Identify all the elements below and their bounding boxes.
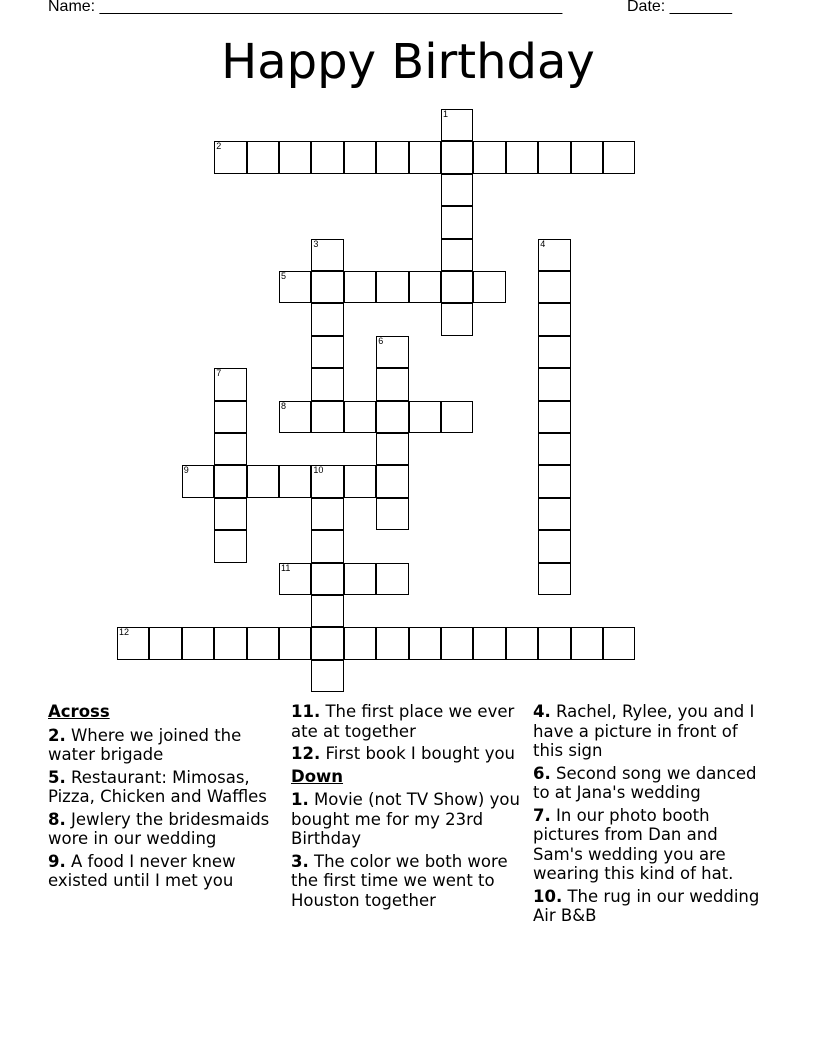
across-clue-list-continued [291, 702, 523, 764]
clues-column-1 [48, 702, 280, 894]
clue-text: The rug in our wedding Air B&B [533, 886, 760, 925]
crossword-cell[interactable] [344, 563, 376, 595]
crossword-cell[interactable] [441, 303, 473, 335]
date-field-label: Date: _______ [627, 0, 732, 15]
crossword-cell[interactable] [279, 401, 311, 433]
crossword-cell[interactable] [538, 401, 570, 433]
crossword-cell[interactable] [311, 271, 343, 303]
crossword-cell[interactable] [247, 141, 279, 173]
crossword-cell[interactable] [538, 303, 570, 335]
clue-text: Second song we danced to at Jana's wedding [533, 763, 757, 802]
crossword-cell[interactable] [538, 271, 570, 303]
crossword-cell[interactable] [473, 627, 505, 659]
crossword-cell[interactable] [376, 627, 408, 659]
clue-text: The color we both wore the first time we went to Houston together [291, 851, 508, 910]
clue-text: The first place we ever ate at together [291, 702, 515, 741]
clue-number: 1. [291, 790, 309, 809]
cell-number: 8 [281, 400, 287, 411]
crossword-cell[interactable] [603, 141, 635, 173]
crossword-cell[interactable] [214, 368, 246, 400]
cell-number: 10 [313, 465, 324, 476]
crossword-cell[interactable] [311, 627, 343, 659]
clue-item [291, 852, 523, 911]
crossword-cell[interactable] [311, 368, 343, 400]
clue-text: Restaurant: Mimosas, Pizza, Chicken and Waffles [48, 767, 267, 806]
crossword-cell[interactable] [214, 401, 246, 433]
crossword-cell[interactable] [506, 141, 538, 173]
crossword-cell[interactable] [344, 141, 376, 173]
crossword-cell[interactable] [538, 530, 570, 562]
crossword-cell[interactable] [311, 563, 343, 595]
cell-number: 4 [540, 238, 546, 249]
crossword-cell[interactable] [441, 401, 473, 433]
clue-number: 6. [533, 763, 551, 783]
crossword-cell[interactable] [247, 465, 279, 497]
crossword-cell[interactable] [571, 627, 603, 659]
crossword-cell[interactable] [376, 401, 408, 433]
clue-number: 8. [48, 809, 66, 829]
crossword-cell[interactable] [344, 271, 376, 303]
clue-number: 2. [48, 725, 66, 745]
crossword-cell[interactable] [409, 141, 441, 173]
crossword-cell[interactable] [376, 368, 408, 400]
crossword-cell[interactable] [538, 336, 570, 368]
crossword-cell[interactable] [311, 595, 343, 627]
crossword-cell[interactable] [409, 271, 441, 303]
crossword-cell[interactable] [214, 530, 246, 562]
crossword-cell[interactable] [279, 271, 311, 303]
crossword-cell[interactable] [441, 627, 473, 659]
crossword-cell[interactable] [311, 660, 343, 692]
crossword-cell[interactable] [311, 141, 343, 173]
crossword-cell[interactable] [571, 141, 603, 173]
crossword-cell[interactable] [279, 465, 311, 497]
crossword-cell[interactable] [376, 465, 408, 497]
clue-number: 4. [533, 702, 551, 721]
cell-number: 3 [313, 238, 319, 249]
crossword-cell[interactable] [311, 303, 343, 335]
crossword-cell[interactable] [311, 336, 343, 368]
clue-text: Movie (not TV Show) you bought me for my 23rd Birthday [291, 790, 520, 848]
crossword-cell[interactable] [311, 498, 343, 530]
crossword-cell[interactable] [311, 239, 343, 271]
crossword-cell[interactable] [376, 563, 408, 595]
crossword-cell[interactable] [441, 174, 473, 206]
crossword-cell[interactable] [214, 465, 246, 497]
name-field-label: Name: ____________________________________________________ [48, 0, 563, 15]
clue-item [533, 887, 765, 926]
crossword-cell[interactable] [311, 530, 343, 562]
clue-item [533, 702, 765, 761]
crossword-cell[interactable] [441, 206, 473, 238]
down-heading: Down [291, 766, 344, 786]
cell-number: 6 [378, 335, 384, 346]
clue-number: 10. [533, 886, 563, 906]
crossword-cell[interactable] [376, 271, 408, 303]
crossword-cell[interactable] [311, 401, 343, 433]
across-clue-list [48, 726, 280, 891]
crossword-cell[interactable] [473, 141, 505, 173]
crossword-cell[interactable] [279, 563, 311, 595]
clue-text: A food I never knew existed until I met you [48, 851, 236, 890]
cell-number: 12 [119, 627, 130, 638]
crossword-cell[interactable] [149, 627, 181, 659]
crossword-cell[interactable] [182, 465, 214, 497]
cell-number: 11 [281, 562, 291, 573]
clue-item [48, 852, 280, 891]
clue-item [48, 726, 280, 765]
clue-text: In our photo booth pictures from Dan and Sam's wedding you are wearing this kind of hat. [533, 805, 734, 883]
crossword-cell[interactable] [214, 141, 246, 173]
crossword-cell[interactable] [344, 401, 376, 433]
crossword-cell[interactable] [344, 627, 376, 659]
clue-item [533, 806, 765, 884]
crossword-cell[interactable] [279, 627, 311, 659]
crossword-cell[interactable] [538, 627, 570, 659]
crossword-cell[interactable] [441, 109, 473, 141]
clue-text: First book I bought you [320, 744, 516, 763]
crossword-cell[interactable] [538, 563, 570, 595]
clue-number: 11. [291, 702, 321, 721]
crossword-cell[interactable] [441, 141, 473, 173]
clues-column-2 [291, 702, 523, 913]
cell-number: 2 [216, 141, 222, 152]
crossword-cell[interactable] [409, 401, 441, 433]
crossword-cell[interactable] [311, 465, 343, 497]
crossword-cell[interactable] [538, 141, 570, 173]
clue-number: 9. [48, 851, 66, 871]
crossword-cell[interactable] [409, 627, 441, 659]
crossword-cell[interactable] [473, 271, 505, 303]
cell-number: 9 [183, 465, 189, 476]
across-heading: Across [48, 702, 110, 721]
cell-number: 5 [281, 271, 287, 281]
cell-number: 7 [216, 368, 222, 379]
clue-text: Jewlery the bridesmaids wore in our wedding [48, 809, 270, 848]
crossword-cell[interactable] [247, 627, 279, 659]
clue-item [48, 810, 280, 849]
crossword-cell[interactable] [441, 271, 473, 303]
down-clue-list-continued [533, 702, 765, 926]
clue-number: 12. [291, 744, 321, 763]
clue-item [48, 768, 280, 807]
clue-text: Where we joined the water brigade [48, 725, 242, 764]
crossword-cell[interactable] [376, 498, 408, 530]
crossword-cell[interactable] [538, 368, 570, 400]
clue-number: 7. [533, 805, 551, 825]
crossword-cell[interactable] [538, 239, 570, 271]
clue-item [533, 764, 765, 803]
crossword-cell[interactable] [506, 627, 538, 659]
clue-item [291, 744, 523, 764]
crossword-cell[interactable] [117, 627, 149, 659]
crossword-cell[interactable] [376, 141, 408, 173]
crossword-cell[interactable] [538, 498, 570, 530]
clues-column-3 [533, 702, 765, 929]
crossword-cell[interactable] [441, 239, 473, 271]
crossword-cell[interactable] [182, 627, 214, 659]
clue-item [291, 790, 523, 849]
crossword-cell[interactable] [214, 627, 246, 659]
page-title: Happy Birthday [221, 34, 595, 90]
crossword-cell[interactable] [376, 336, 408, 368]
crossword-cell[interactable] [538, 433, 570, 465]
clue-number: 3. [291, 851, 309, 871]
crossword-cell[interactable] [214, 498, 246, 530]
crossword-cell[interactable] [538, 465, 570, 497]
cell-number: 1 [443, 109, 449, 119]
down-clue-list [291, 790, 523, 910]
crossword-cell[interactable] [279, 141, 311, 173]
crossword-cell[interactable] [214, 433, 246, 465]
clue-number: 5. [48, 767, 66, 787]
clue-item [291, 702, 523, 741]
crossword-cell[interactable] [344, 465, 376, 497]
crossword-cell[interactable] [376, 433, 408, 465]
crossword-cell[interactable] [603, 627, 635, 659]
clue-text: Rachel, Rylee, you and I have a picture in front of this sign [533, 702, 755, 760]
